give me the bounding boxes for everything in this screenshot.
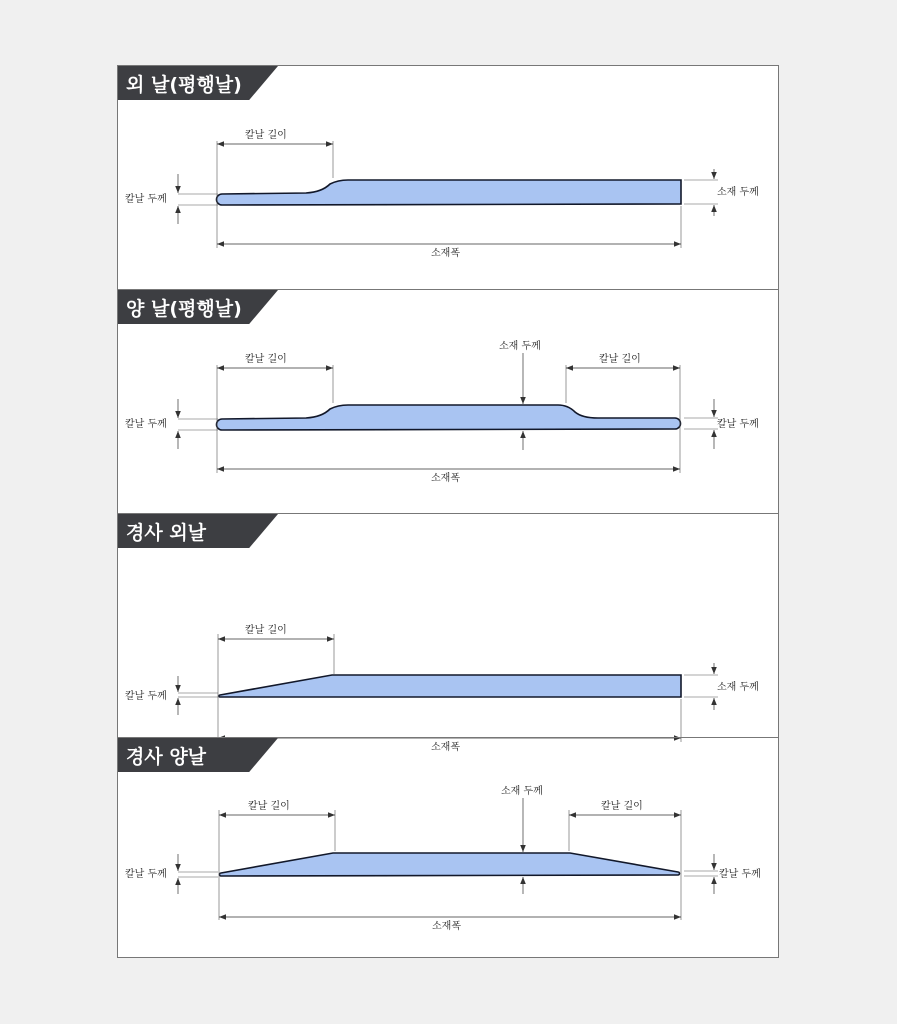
panel-title: 양 날(평행날): [126, 298, 242, 320]
double-parallel-diagram: [118, 290, 778, 514]
blade-thickness-left-label: 칼날 두께: [125, 869, 167, 880]
stock-width-label: 소재폭: [432, 921, 461, 932]
blade-profile: [219, 675, 681, 697]
stock-thickness-label: 소재 두께: [499, 341, 541, 352]
blade-spec-sheet: [117, 65, 779, 958]
stock-thickness-label: 소재 두께: [717, 682, 759, 693]
blade-length-right-label: 칼날 길이: [599, 354, 641, 365]
blade-thickness-left-label: 칼날 두께: [125, 419, 167, 430]
single-bevel-diagram: [118, 514, 778, 753]
blade-length-label: 칼날 길이: [245, 130, 287, 141]
single-parallel-diagram: [118, 66, 778, 289]
panel-title: 경사 양날: [126, 746, 207, 768]
blade-length-left-label: 칼날 길이: [248, 801, 290, 812]
blade-length-label: 칼날 길이: [245, 625, 287, 636]
stock-thickness-label: 소재 두께: [501, 786, 543, 797]
stock-width-label: 소재폭: [431, 248, 460, 259]
blade-profile: [217, 405, 681, 430]
blade-thickness-right-label: 칼날 두께: [717, 419, 759, 430]
panel-title: 외 날(평행날): [126, 74, 242, 96]
panel-single-bevel: [118, 513, 778, 753]
stock-width-label: 소재폭: [431, 742, 460, 753]
blade-length-left-label: 칼날 길이: [245, 354, 287, 365]
blade-profile: [220, 853, 680, 876]
panel-double-parallel: [118, 289, 778, 513]
blade-thickness-right-label: 칼날 두께: [719, 869, 761, 880]
panel-double-bevel: [118, 737, 778, 957]
stock-width-label: 소재폭: [431, 473, 460, 484]
panel-single-parallel: [118, 66, 778, 289]
double-bevel-diagram: [118, 738, 778, 958]
stock-thickness-label: 소재 두께: [717, 187, 759, 198]
panel-title: 경사 외날: [126, 522, 207, 544]
blade-thickness-label: 칼날 두께: [125, 691, 167, 702]
blade-thickness-label: 칼날 두께: [125, 194, 167, 205]
blade-length-right-label: 칼날 길이: [601, 801, 643, 812]
blade-profile: [217, 180, 682, 205]
